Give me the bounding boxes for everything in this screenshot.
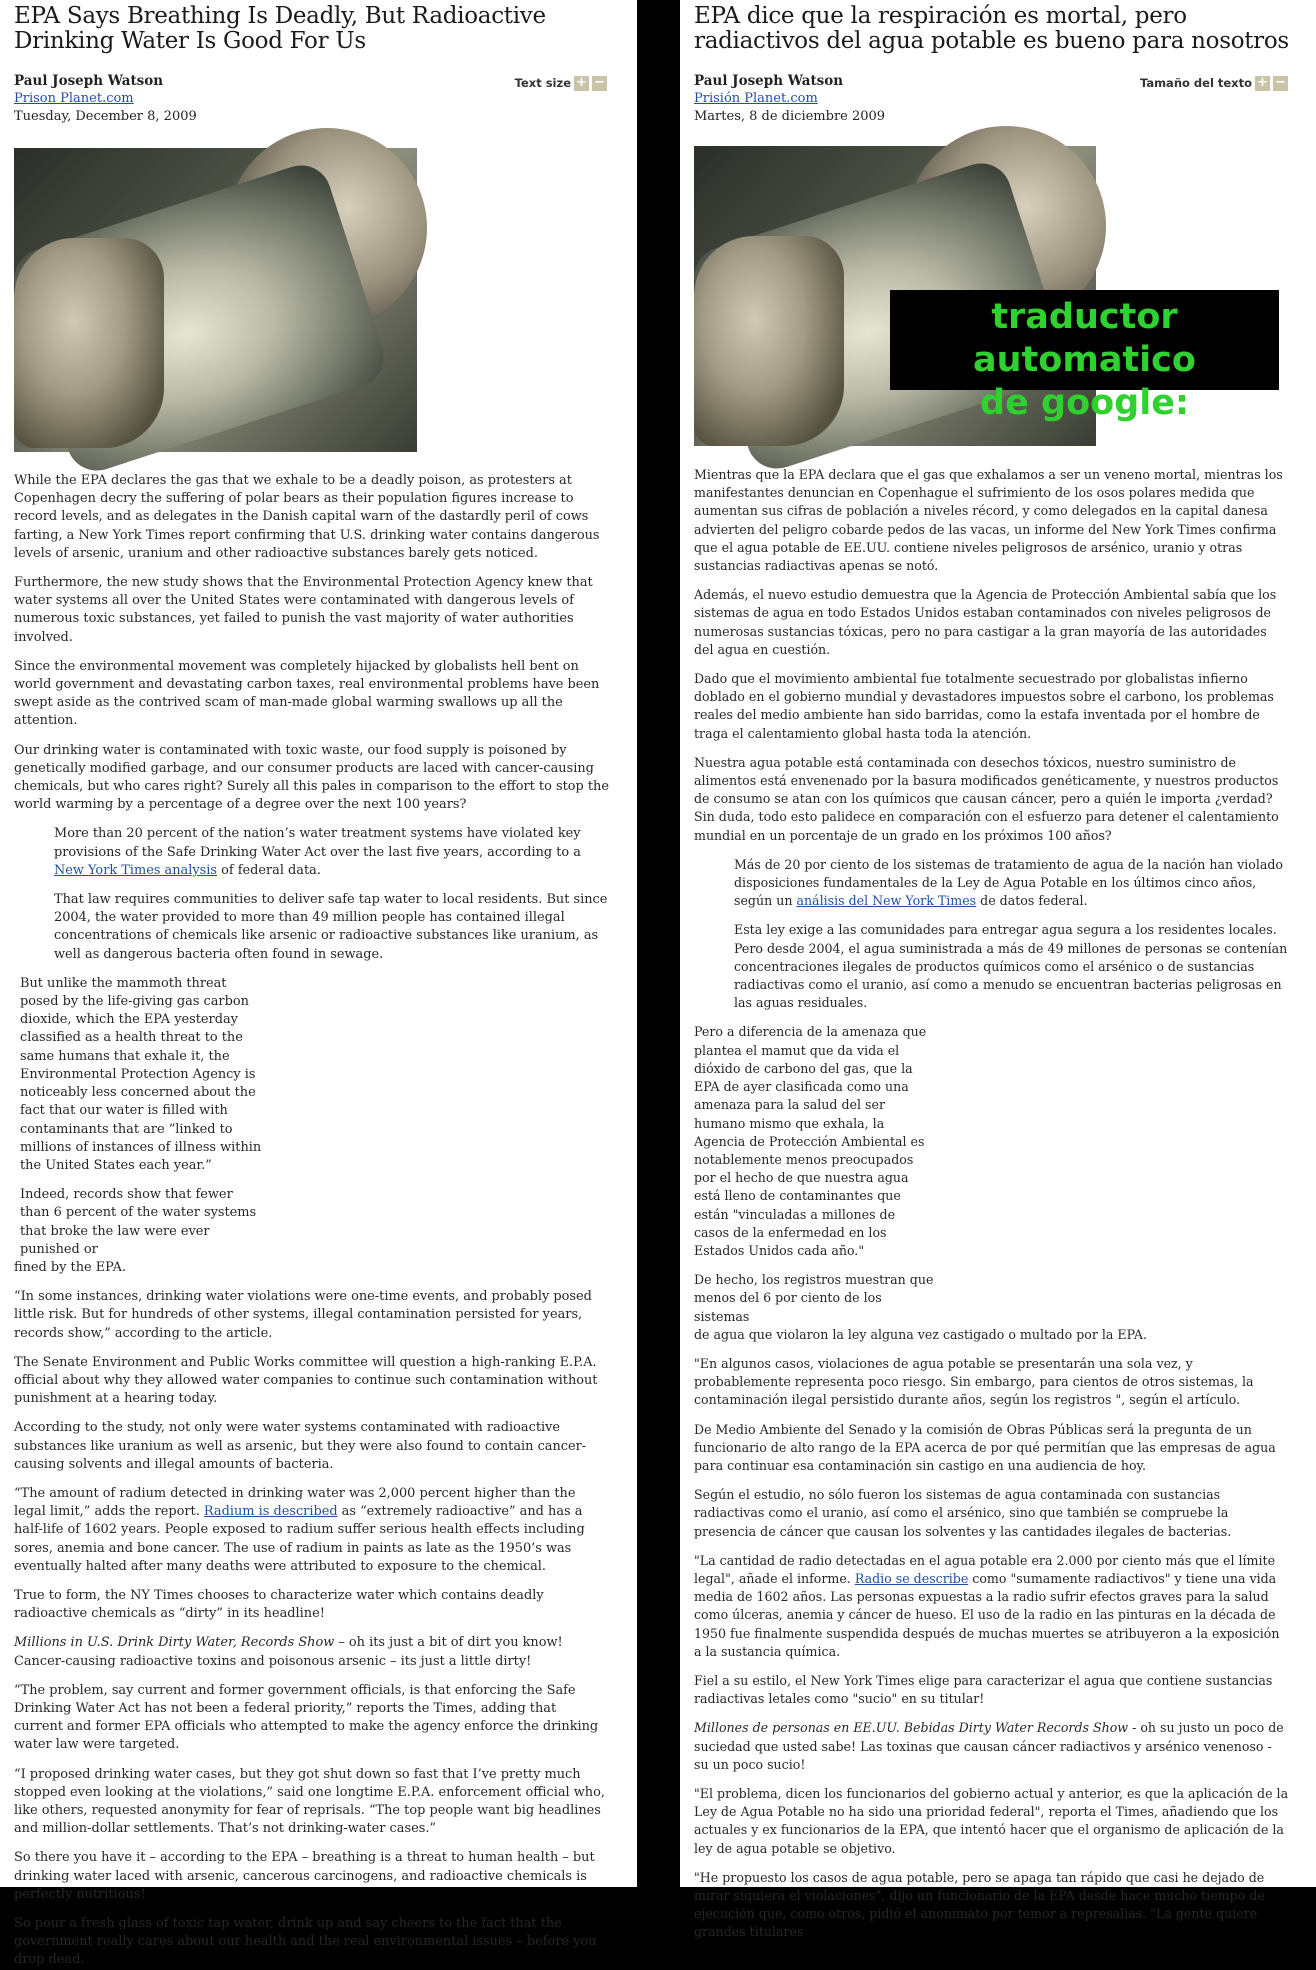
nyt-analysis-link[interactable]: New York Times analysis bbox=[54, 862, 217, 878]
quote-paragraph-1 bbox=[734, 856, 1290, 911]
article-meta bbox=[694, 72, 1290, 126]
radium-link[interactable]: Radium is described bbox=[203, 1504, 338, 1520]
para-text: as “extremely radioactive” and has a half-life of 1602 years. People exposed to radium suffer serious health effects including sores, anemia and bone cancer. The use of radium in paints as late as the 1950’s was eventually halted after many deaths were attributed to exposure to the chemical. bbox=[14, 1504, 585, 1574]
paragraph-6-end: fined by the EPA. bbox=[14, 1259, 127, 1275]
source-link[interactable]: Prison Planet.com bbox=[14, 91, 134, 106]
paragraph-2: Furthermore, the new study shows that the Environmental Protection Agency knew that water systems all over the United States were contaminated with dangerous levels of numerous toxic substances, yet failed to punish the vast majority of water authorities involved. bbox=[14, 575, 593, 645]
text-size-decrease-button[interactable]: − bbox=[1273, 76, 1288, 91]
paragraph-16: So pour a fresh glass of toxic tap water, drink up and say cheers to the fact that the government really cares about our health and the real environmental issues – before you drop dead. bbox=[14, 1916, 597, 1968]
paragraph-4: Our drinking water is contaminated with toxic waste, our food supply is poisoned by genetically modified garbage, and our consumer products are laced with cancer-causing chemicals, but who cares right? Surely all this pales in comparison to the effort to stop the world warming by a percentage of a degree over the next 100 years? bbox=[14, 742, 609, 813]
paragraph-7: "En algunos casos, violaciones de agua potable se presentarán una sola vez, y probablemente representa poco riesgo. Sin embargo, para cientos de otros sistemas, la contaminación ilegal persistido durante años, según los registros ", según el artículo. bbox=[694, 1355, 1254, 1408]
paragraph-1: Mientras que la EPA declara que el gas que exhalamos a ser un veneno mortal, mientras los manifestantes denuncian en Copenhague el sufrimiento de los osos polares medida que aumentan sus cifras de población a niveles récord, y como delegados en la capital danesa advierten del peligro cobarde pedos de las vacas, un informe del New York Times confirma que el agua potable de EE.UU. contiene niveles peligrosos de arsénico, uranio y otras sustancias radiactivas apenas se notó. bbox=[694, 467, 1283, 574]
source-link[interactable]: Prisión Planet.com bbox=[694, 91, 818, 106]
paragraph-5: Pero a diferencia de la amenaza que plantea el mamut que da vida el dióxido de carbono del gas, que la EPA de ayer clasificada como una amenaza para la salud del ser humano mismo que exhala, la Agencia de Protección Ambiental es notablemente menos preocupados por el hecho de que nuestra agua está lleno de contaminantes que están "vinculadas a millones de casos de la enfermedad en los Estados Unidos cada año." bbox=[694, 1024, 927, 1258]
paragraph-6: De hecho, los registros muestran que menos del 6 por ciento de los sistemas bbox=[694, 1272, 934, 1324]
para-text: - oh su justo un poco de suciedad que usted sabe! Las toxinas que causan cáncer radiactivos y arsénico venenoso - su un poco sucio! bbox=[694, 1720, 1284, 1772]
paragraph-9: Según el estudio, no sólo fueron los sistemas de agua contaminada con sustancias radiactivas como el uranio, así como el arsénico, sino que también se compruebe la presencia de cáncer que causan los solventes y las cantidades ilegales de bacterias. bbox=[694, 1487, 1232, 1539]
paragraph-5: But unlike the mammoth threat posed by the life-giving gas carbon dioxide, which the EPA yesterday classified as a health threat to the same humans that exhale it, the Environmental Protection Agency is noticeably less concerned about the fact that our water is filled with contaminants that are “linked to millions of instances of illness within the United States each year.” bbox=[20, 975, 262, 1173]
author: Paul Joseph Watson bbox=[14, 73, 164, 89]
photo-hand bbox=[694, 236, 844, 446]
paragraph-13: “The problem, say current and former government officials, is that enforcing the Safe Drinking Water Act has not been a federal priority,” reports the Times, adding that current and former EPA officials who attempted to make the agency enforce the drinking water law were targeted. bbox=[14, 1682, 599, 1753]
paragraph-10 bbox=[14, 1485, 609, 1576]
paragraph-11: Fiel a su estilo, el New York Times elige para caracterizar el agua que contiene sustancias radiactivas letales como "sucio" en su titular! bbox=[694, 1672, 1273, 1707]
quote-paragraph-2: That law requires communities to deliver safe tap water to local residents. But since 2004, the water provided to more than 49 million people has contained illegal concentrations of chemicals like arsenic or radioactive substances like uranium, as well as dangerous bacteria often found in sewage. bbox=[54, 892, 608, 962]
overlay-line-2: de google: bbox=[980, 383, 1189, 423]
photo-hand bbox=[14, 238, 164, 448]
nyt-analysis-link[interactable]: análisis del New York Times bbox=[796, 893, 977, 909]
article-meta bbox=[14, 72, 609, 126]
quote-paragraph-2: Esta ley exige a las comunidades para entregar agua segura a los residentes locales. Pero desde 2004, el agua suministrada a más de 49 millones de personas se contenían concentraciones ilegales de productos químicos como el arsénico o de sustancias radiactivas como el uranio, así como a menudo se encuentran bacterias peligrosas en las aguas residuales. bbox=[734, 922, 1288, 1011]
paragraph-7: “In some instances, drinking water violations were one-time events, and probably posed little risk. But for hundreds of other systems, illegal contamination persisted for years, records show,” according to the article. bbox=[14, 1289, 592, 1341]
para-text: "La cantidad de radio detectadas en el agua potable era 2.000 por ciento más que el límite legal", añade el informe. bbox=[694, 1552, 1276, 1586]
paragraph-4: Nuestra agua potable está contaminada con desechos tóxicos, nuestro suministro de alimentos está envenenado por la basura modificados genéticamente, y nuestros productos de consumo se atan con los químicos que causan cáncer, pero a quién le importa ¿verdad? Sin duda, todo esto palidece en comparación con el esfuerzo para detener el calentamiento mundial en un porcentaje de un grado en los próximos 100 años? bbox=[694, 754, 1279, 843]
article-photo bbox=[14, 148, 417, 452]
paragraph-6: Indeed, records show that fewer than 6 percent of the water systems that broke the law were ever punished or bbox=[20, 1187, 257, 1257]
text-size-increase-button[interactable]: + bbox=[574, 76, 589, 91]
paragraph-8: De Medio Ambiente del Senado y la comisión de Obras Públicas será la pregunta de un funcionario de alto rango de la EPA acerca de por qué permitían que las empresas de agua para continuar esa contaminación sin castigo en una audiencia de hoy. bbox=[694, 1421, 1276, 1473]
overlay-line-1: traductor automatico bbox=[973, 297, 1196, 380]
paragraph-8: The Senate Environment and Public Works committee will question a high-ranking E.P.A. official about why they allowed water companies to continue such contamination without punishment at a hearing today. bbox=[14, 1354, 598, 1407]
para-text: “The amount of radium detected in drinking water was 2,000 percent higher than the legal limit,” adds the report. bbox=[14, 1485, 576, 1520]
text-size-control bbox=[515, 74, 607, 92]
article-date: Martes, 8 de diciembre 2009 bbox=[694, 109, 886, 124]
author: Paul Joseph Watson bbox=[694, 73, 844, 89]
blockquote bbox=[54, 825, 609, 963]
quote-text: More than 20 percent of the nation’s water treatment systems have violated key provisions of the Safe Drinking Water Act over the last five years, according to a bbox=[54, 826, 581, 860]
text-size-label: Text size bbox=[514, 76, 571, 90]
article-title: EPA dice que la respiración es mortal, pero radiactivos del agua potable es bueno para nosotros bbox=[694, 3, 1289, 54]
headline-quote: Millions in U.S. Drink Dirty Water, Records Show bbox=[14, 1635, 335, 1651]
edge-mark bbox=[1310, 1375, 1316, 1377]
text-size-label: Tamaño del texto bbox=[1139, 76, 1252, 90]
article-title: EPA Says Breathing Is Deadly, But Radioactive Drinking Water Is Good For Us bbox=[14, 3, 546, 54]
paragraph-12 bbox=[694, 1719, 1290, 1774]
paragraph-13: "El problema, dicen los funcionarios del gobierno actual y anterior, es que la aplicación de la Ley de Agua Potable no ha sido una prioridad federal", reporta el Times, añadiendo que los actuales y ex funcionarios de la EPA, que intentó hacer que el organismo de aplicación de la ley de agua potable se objetivo. bbox=[694, 1786, 1289, 1856]
radium-link[interactable]: Radio se describe bbox=[854, 1570, 969, 1586]
paragraph-14: “I proposed drinking water cases, but they got shut down so fast that I’ve pretty much stopped even looking at the violations,” said one longtime E.P.A. enforcement official who, like others, requested anonymity for fear of reprisals. “The top people want big headlines and million-dollar settlements. That’s not drinking-water cases.” bbox=[14, 1766, 605, 1837]
paragraph-1: While the EPA declares the gas that we exhale to be a deadly poison, as protesters at Copenhagen decry the suffering of polar bears as their population figures increase to record levels, and as delegates in the Danish capital warn of the dastardly peril of cows farting, a New York Times report confirming that U.S. drinking water contains dangerous levels of arsenic, uranium and other radioactive substances barely gets noticed. bbox=[14, 473, 600, 561]
paragraph-3: Dado que el movimiento ambiental fue totalmente secuestrado por globalistas infierno doblado en el gobierno mundial y devastadores impuestos sobre el carbono, los problemas reales del medio ambiente han sido barridas, como la estafa inventada por el hombre de traga el calentamiento global hasta toda la atención. bbox=[694, 671, 1274, 741]
paragraph-14: "He propuesto los casos de agua potable, pero se apaga tan rápido que casi he dejado de mirar siquiera el violaciones", dijo un funcionario de la EPA desde hace mucho tiempo de ejecución que, como otros, pidió el anonimato por temor a represalias. "La gente quiere grandes titulares bbox=[694, 1869, 1265, 1940]
para-text: como "sumamente radiactivos" y tiene una vida media de 1602 años. Las personas expuestas a la radio sufrir efectos graves para la salud como úlceras, anemia y cáncer de hueso. El uso de la radio en las pinturas en la década de 1950 fue finalmente suspendida después de muchas muertes se atribuyeron a la exposición a la sustancia química. bbox=[694, 1570, 1280, 1659]
paragraph-10 bbox=[694, 1552, 1290, 1661]
paragraph-2: Además, el nuevo estudio demuestra que la Agencia de Protección Ambiental sabía que los sistemas de agua en todo Estados Unidos estaban contaminados con niveles peligrosos de numerosas sustancias tóxicas, pero no para castigar a la gran mayoría de las autoridades del agua en cuestión. bbox=[694, 587, 1277, 657]
paragraph-6-end: de agua que violaron la ley alguna vez castigado o multado por la EPA. bbox=[694, 1326, 1148, 1342]
text-size-increase-button[interactable]: + bbox=[1255, 76, 1270, 91]
spanish-article bbox=[680, 0, 1316, 1940]
paragraph-11: True to form, the NY Times chooses to characterize water which contains deadly radioactive chemicals as “dirty” in its headline! bbox=[14, 1587, 544, 1622]
narrow-text-block bbox=[694, 1023, 934, 1325]
text-size-decrease-button[interactable]: − bbox=[592, 76, 607, 91]
para-text: – oh its just a bit of dirt you know! Cancer-causing radioactive toxins and poisonous arsenic – its just a little dirty! bbox=[14, 1635, 563, 1669]
translator-overlay bbox=[890, 290, 1279, 423]
blockquote bbox=[734, 856, 1290, 1013]
paragraph-12 bbox=[14, 1634, 609, 1670]
quote-paragraph-1 bbox=[54, 825, 609, 880]
paragraph-15: So there you have it – according to the EPA – breathing is a threat to human health – but drinking water laced with arsenic, cancerous carcinogens, and radioactive chemicals is perfectly nutritious! bbox=[14, 1850, 595, 1902]
english-article bbox=[0, 0, 637, 1968]
quote-text: Más de 20 por ciento de los sistemas de tratamiento de agua de la nación han violado disposiciones fundamentales de la Ley de Agua Potable en los últimos cinco años, según un bbox=[734, 856, 1284, 909]
headline-quote: Millones de personas en EE.UU. Bebidas Dirty Water Records Show bbox=[694, 1720, 1129, 1736]
paragraph-3: Since the environmental movement was completely hijacked by globalists hell bent on world government and devastating carbon taxes, real environmental problems have been swept aside as the contrived scam of man-made global warming swallows up all the attention. bbox=[14, 658, 600, 729]
quote-text: de datos federal. bbox=[976, 893, 1088, 909]
narrow-text-block bbox=[20, 975, 265, 1259]
quote-text: of federal data. bbox=[216, 862, 321, 878]
text-size-control bbox=[1140, 74, 1288, 92]
paragraph-9: According to the study, not only were water systems contaminated with radioactive substances like uranium as well as arsenic, but they were also found to contain cancer-causing solvents and illegal amounts of bacteria. bbox=[14, 1420, 587, 1472]
article-date: Tuesday, December 8, 2009 bbox=[14, 109, 197, 124]
